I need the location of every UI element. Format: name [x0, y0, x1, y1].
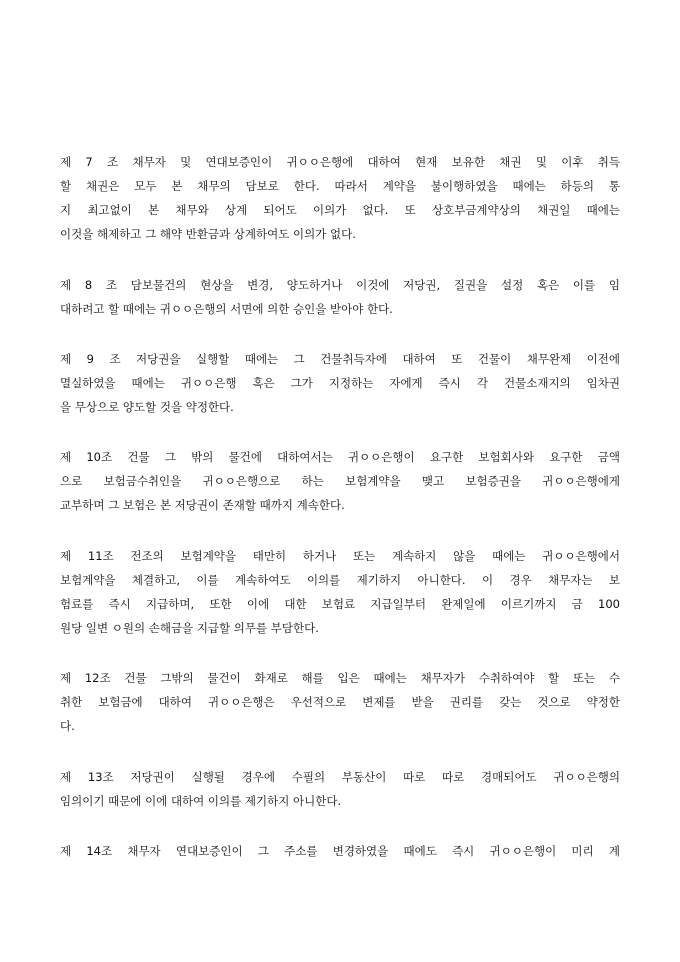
text-line: 보험계약을 체결하고, 이를 계속하여도 이의를 제기하지 아니한다. 이 경우 채무자는 보	[60, 573, 620, 587]
text-line: 으로 보험금수취인을 귀ㅇㅇ은행으로 하는 보험계약을 맺고 보험증권을 귀ㅇㅇ은행에게	[60, 474, 620, 488]
text-line: 다.	[60, 719, 75, 733]
article-8	[60, 273, 620, 321]
article-7	[60, 150, 620, 246]
text-line: 을 무상으로 양도할 것을 약정한다.	[60, 400, 234, 414]
text-line: 제 11조 전조의 보험계약을 태만히 하거나 또는 계속하지 않을 때에는 귀ㅇㅇ은행에서	[60, 549, 620, 563]
article-13	[60, 765, 620, 813]
text-line: 취한 보험금에 대하여 귀ㅇㅇ은행은 우선적으로 변제를 받을 권리를 갖는 것으로 약정한	[60, 695, 620, 709]
text-line: 제 7 조 채무자 및 연대보증인이 귀ㅇㅇ은행에 대하여 현재 보유한 채권 및 이후 취득	[60, 155, 620, 169]
text-line: 제 10조 건물 그 밖의 물건에 대하여서는 귀ㅇㅇ은행이 요구한 보험회사와 요구한 금액	[60, 450, 620, 464]
text-line: 원당 일변 ㅇ원의 손해금을 지급할 의무를 부담한다.	[60, 621, 319, 635]
text-line: 교부하며 그 보험은 본 저당권이 존재할 때까지 계속한다.	[60, 498, 345, 512]
text-line: 제 13조 저당권이 실행될 경우에 수필의 부동산이 따로 따로 경매되어도 귀ㅇㅇ은행의	[60, 770, 620, 784]
article-9	[60, 347, 620, 419]
text-line: 제 8 조 담보물건의 현상을 변경, 양도하거나 이것에 저당권, 질권을 설정 혹은 이를 임	[60, 278, 620, 292]
text-line: 임의이기 때문에 이에 대하여 이의를 제기하지 아니한다.	[60, 794, 342, 808]
text-line: 대하려고 할 때에는 귀ㅇㅇ은행의 서면에 의한 승인을 받아야 한다.	[60, 302, 393, 316]
text-line: 할 채권은 모두 본 채무의 담보로 한다. 따라서 계약을 불이행하였을 때에는 하등의 통	[60, 179, 620, 193]
text-line: 제 14조 채무자 연대보증인이 그 주소를 변경하였을 때에도 즉시 귀ㅇㅇ은행이 미리 계	[60, 844, 620, 858]
text-line: 이것을 해제하고 그 해약 반환금과 상계하여도 이의가 없다.	[60, 227, 356, 241]
article-12	[60, 666, 620, 738]
article-10	[60, 445, 620, 517]
text-line: 제 9 조 저당권을 실행할 때에는 그 건물취득자에 대하여 또 건물이 채무완제 이전에	[60, 352, 620, 366]
article-11	[60, 544, 620, 640]
text-line: 지 최고없이 본 채무와 상계 되어도 이의가 없다. 또 상호부금계약상의 채권일 때에는	[60, 203, 620, 217]
text-line: 험료를 즉시 지급하며, 또한 이에 대한 보험료 지급일부터 완제일에 이르기까지 금 100	[60, 597, 620, 611]
text-line: 멸실하였을 때에는 귀ㅇㅇ은행 혹은 그가 지정하는 자에게 즉시 각 건물소재지의 임차권	[60, 376, 620, 390]
article-14	[60, 839, 620, 863]
text-line: 제 12조 건물 그밖의 물건이 화재로 해를 입은 때에는 채무자가 수취하여야 할 또는 수	[60, 671, 620, 685]
